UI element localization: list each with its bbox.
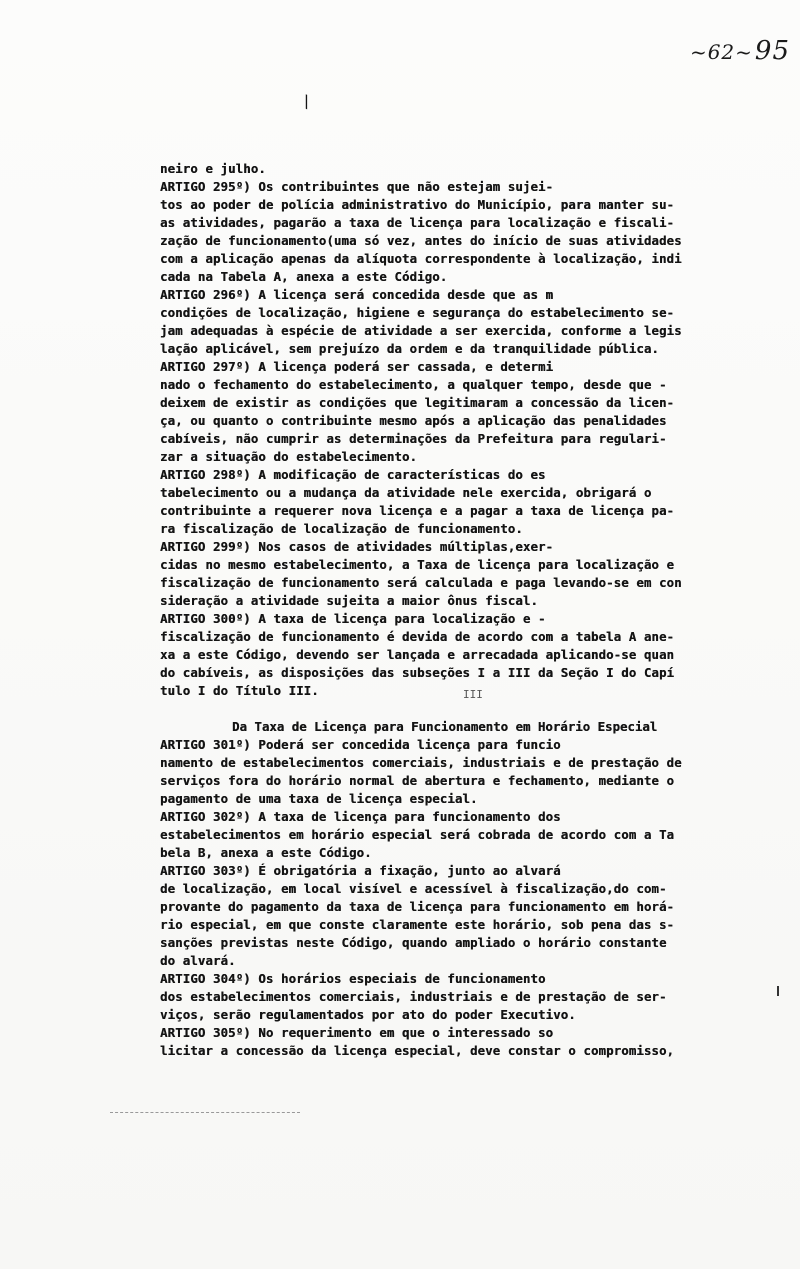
text-line: ARTIGO 298º) A modificação de características do es <box>160 467 546 482</box>
text-line: ARTIGO 296º) A licença será concedida desde que as m <box>160 287 554 302</box>
text-line: zação de funcionamento(uma só vez, antes do início de suas atividades <box>160 233 682 248</box>
text-line: cabíveis, não cumprir as determinações da Prefeitura para regulari- <box>160 431 667 446</box>
page-number <box>690 36 790 66</box>
text-line: tos ao poder de polícia administrativo do Município, para manter su- <box>160 197 675 212</box>
text-line: as atividades, pagarão a taxa de licença para localização e fiscali- <box>160 215 675 230</box>
text-line: do cabíveis, as disposições das subseções I a III da Seção I do Capí <box>160 665 675 680</box>
text-line: ARTIGO 299º) Nos casos de atividades múltiplas,exer- <box>160 539 554 554</box>
text-line: deixem de existir as condições que legitimaram a concessão da licen- <box>160 395 675 410</box>
text-line: provante do pagamento da taxa de licença para funcionamento em horá- <box>160 899 675 914</box>
text-line: ARTIGO 302º) A taxa de licença para funcionamento dos <box>160 809 561 824</box>
text-line: sanções previstas neste Código, quando ampliado o horário constante <box>160 935 667 950</box>
text-line: ARTIGO 304º) Os horários especiais de funcionamento <box>160 971 546 986</box>
text-line: ARTIGO 305º) No requerimento em que o interessado so <box>160 1025 554 1040</box>
text-line: de localização, em local visível e acessível à fiscalização,do com- <box>160 881 667 896</box>
text-line: pagamento de uma taxa de licença especial. <box>160 791 478 806</box>
section-heading: Da Taxa de Licença para Funcionamento em Horário Especial <box>232 719 658 734</box>
text-line: tabelecimento ou a mudança da atividade nele exercida, obrigará o <box>160 485 652 500</box>
text-line: zar a situação do estabelecimento. <box>160 449 418 464</box>
text-line: neiro e julho. <box>160 161 266 176</box>
text-line: dos estabelecimentos comerciais, industriais e de prestação de ser- <box>160 989 667 1004</box>
text-line: com a aplicação apenas da alíquota correspondente à localização, indi <box>160 251 682 266</box>
text-line: cada na Tabela A, anexa a este Código. <box>160 269 448 284</box>
text-line: viços, serão regulamentados por ato do poder Executivo. <box>160 1007 576 1022</box>
text-line: contribuinte a requerer nova licença e a pagar a taxa de licença pa- <box>160 503 675 518</box>
text-line: rio especial, em que conste claramente este horário, sob pena das s- <box>160 917 675 932</box>
text-line: ARTIGO 301º) Poderá ser concedida licença para funcio <box>160 737 561 752</box>
stray-mark: III <box>463 688 483 701</box>
text-line: ra fiscalização de localização de funcionamento. <box>160 521 523 536</box>
text-line: cidas no mesmo estabelecimento, a Taxa de licença para localização e <box>160 557 675 572</box>
text-line: ARTIGO 295º) Os contribuintes que não estejam sujei- <box>160 179 554 194</box>
page-number-scrawl: ~62~ <box>689 40 753 64</box>
text-line: sideração a atividade sujeita a maior ônus fiscal. <box>160 593 538 608</box>
text-line: namento de estabelecimentos comerciais, industriais e de prestação de <box>160 755 682 770</box>
margin-mark <box>777 986 779 996</box>
text-line: do alvará. <box>160 953 236 968</box>
text-line: lação aplicável, sem prejuízo da ordem e da tranquilidade pública. <box>160 341 659 356</box>
text-line: condições de localização, higiene e segurança do estabelecimento se- <box>160 305 675 320</box>
scan-artifact-rule <box>110 1112 300 1113</box>
text-line: licitar a concessão da licença especial, deve constar o compromisso, <box>160 1043 675 1058</box>
text-line: estabelecimentos em horário especial será cobrada de acordo com a Ta <box>160 827 675 842</box>
text-line: nado o fechamento do estabelecimento, a qualquer tempo, desde que - <box>160 377 667 392</box>
handwritten-tick-mark: \ <box>298 90 316 113</box>
text-line: ARTIGO 300º) A taxa de licença para localização e - <box>160 611 546 626</box>
text-line: jam adequadas à espécie de atividade a ser exercida, conforme a legis <box>160 323 682 338</box>
text-line: ARTIGO 303º) É obrigatória a fixação, junto ao alvará <box>160 863 561 878</box>
text-line: ARTIGO 297º) A licença poderá ser cassada, e determi <box>160 359 554 374</box>
text-line: serviços fora do horário normal de abertura e fechamento, mediante o <box>160 773 675 788</box>
text-line: ça, ou quanto o contribuinte mesmo após a aplicação das penalidades <box>160 413 667 428</box>
text-line: xa a este Código, devendo ser lançada e arrecadada aplicando-se quan <box>160 647 675 662</box>
text-line: fiscalização de funcionamento será calculada e paga levando-se em con <box>160 575 682 590</box>
text-line: fiscalização de funcionamento é devida de acordo com a tabela A ane- <box>160 629 675 644</box>
page-number-value: 95 <box>754 36 790 66</box>
text-line: tulo I do Título III. <box>160 683 319 698</box>
text-line: bela B, anexa a este Código. <box>160 845 372 860</box>
